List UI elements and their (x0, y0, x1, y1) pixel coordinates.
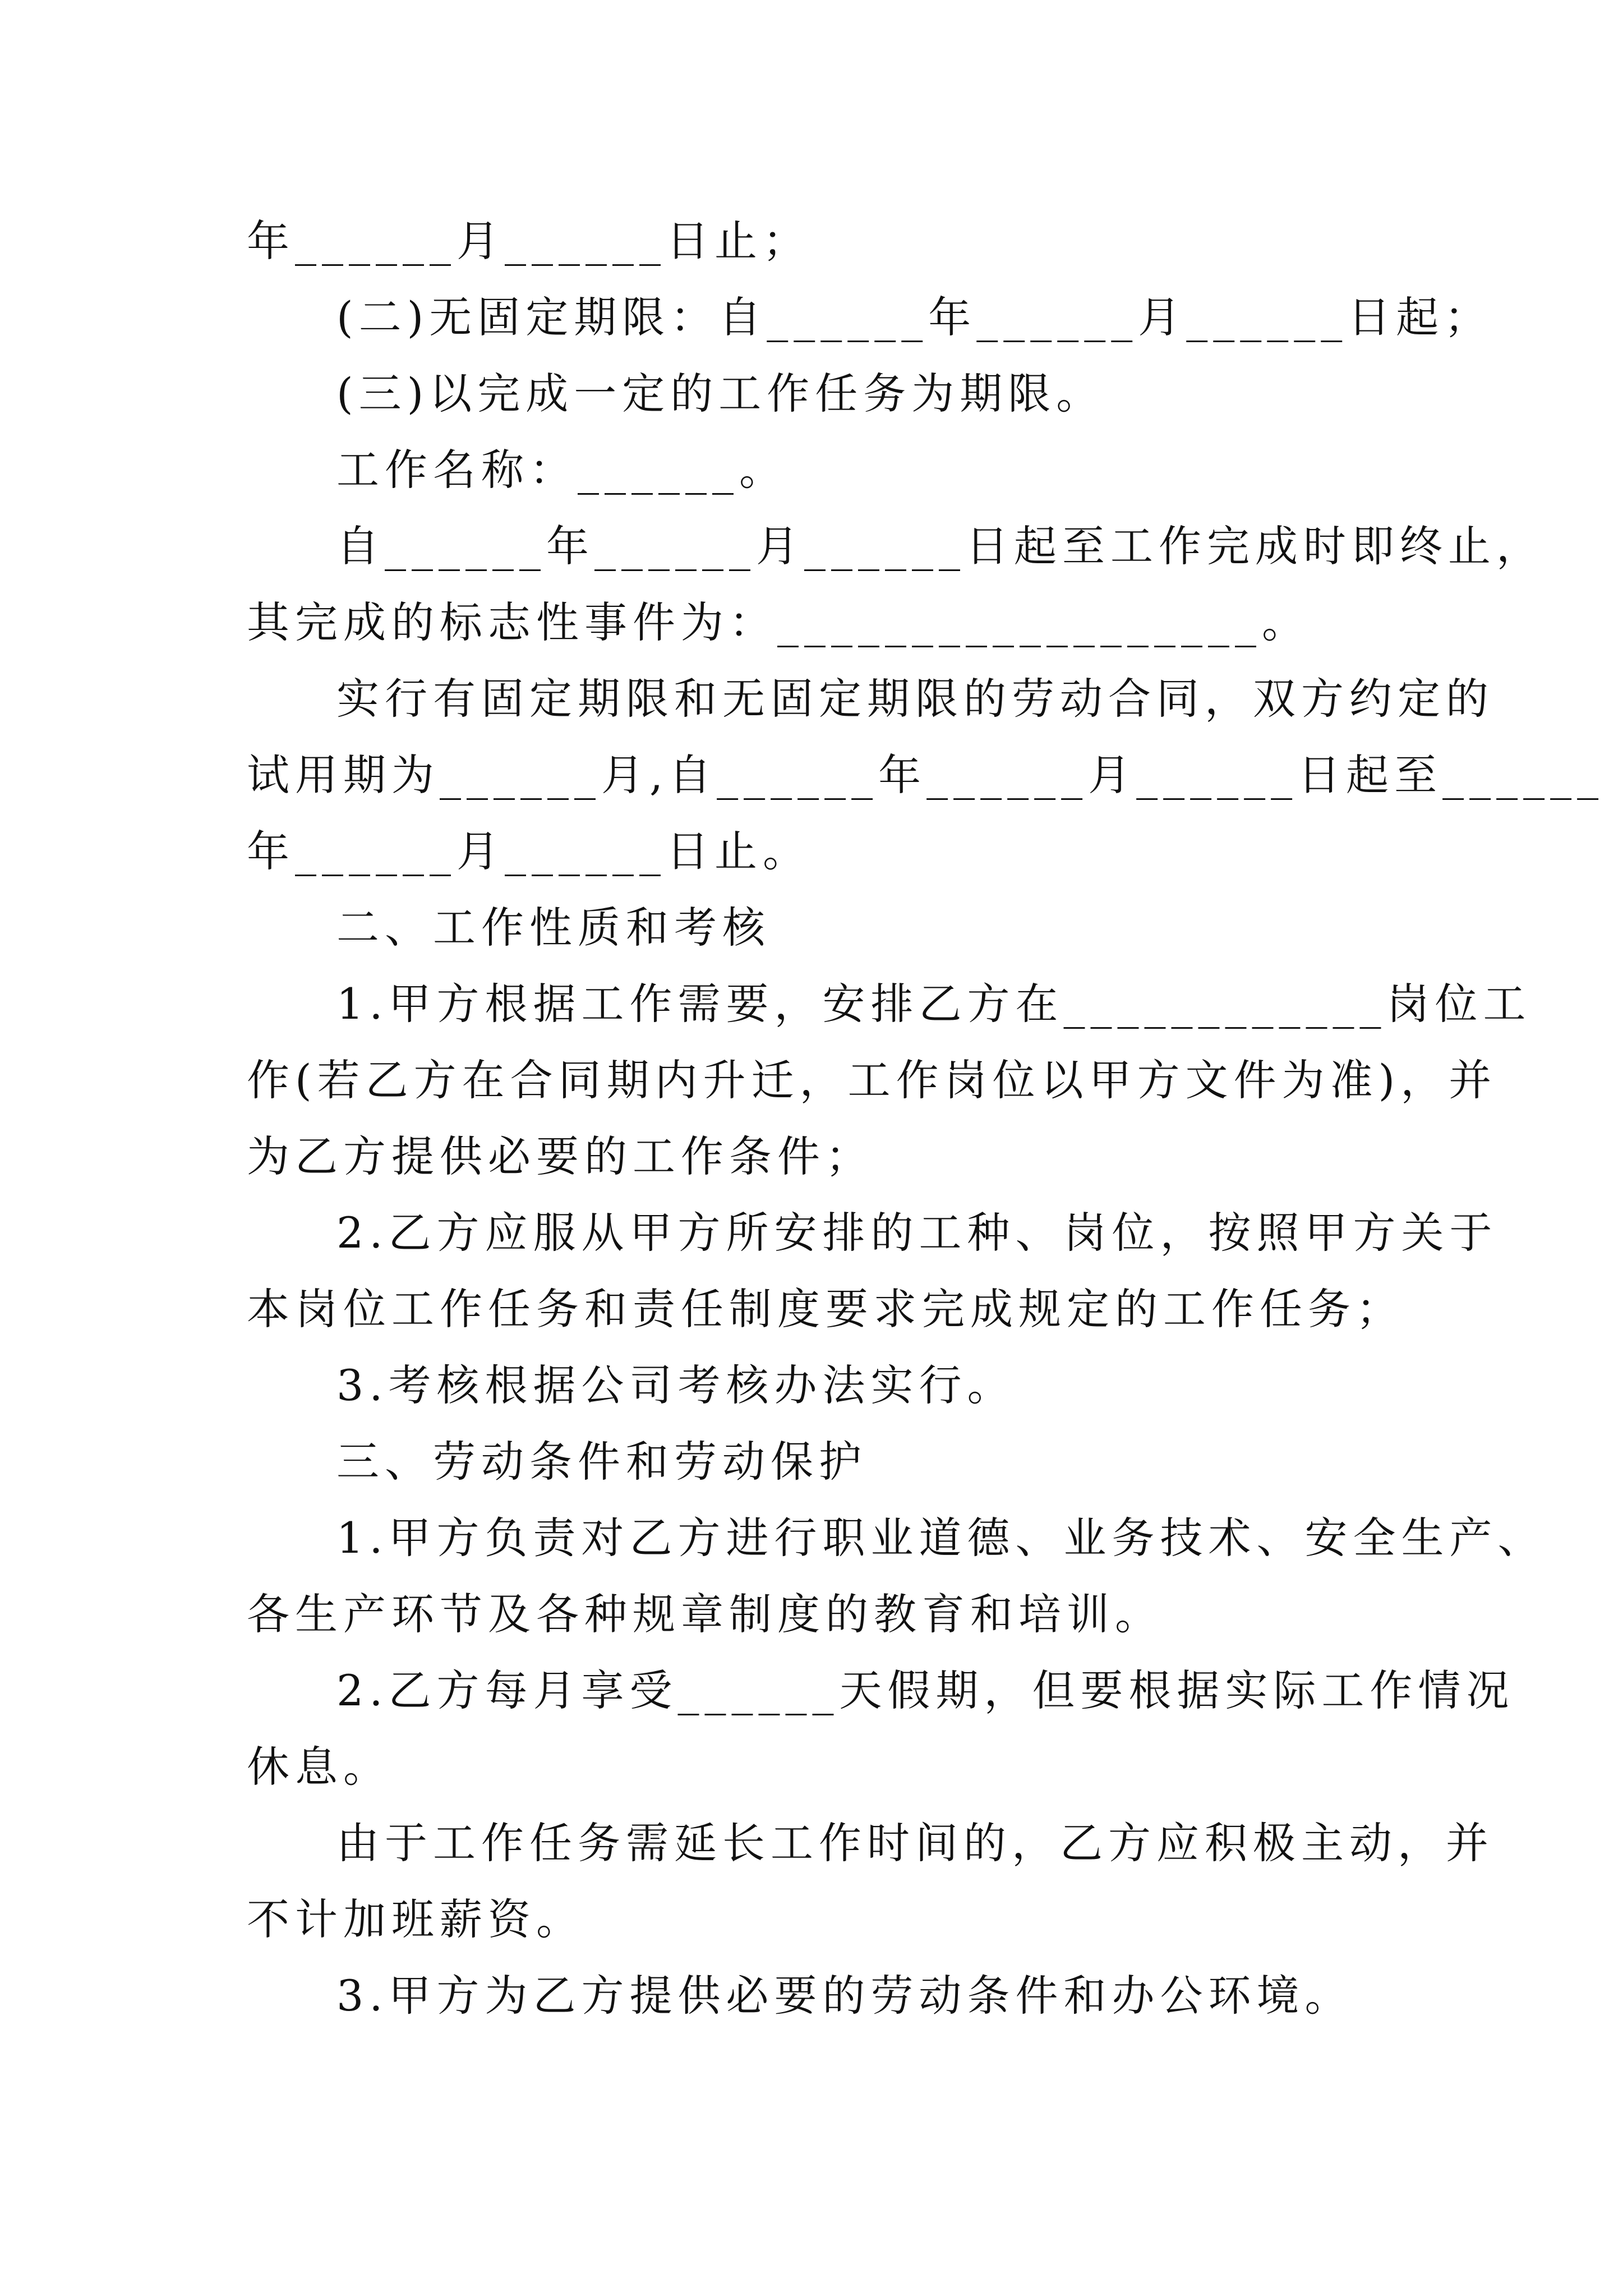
text-line: 其完成的标志性事件为：__________________。 (247, 597, 1310, 647)
section-heading: 三、劳动条件和劳动保护 (336, 1437, 867, 1487)
text-line: 作(若乙方在合同期内升迁，工作岗位以甲方文件为准)，并 (247, 1055, 1497, 1105)
text-line: 1.甲方负责对乙方进行职业道德、业务技术、安全生产、 (336, 1513, 1546, 1563)
text-line: 年______月______日止。 (247, 826, 811, 876)
text-line: 由于工作任务需延长工作时间的，乙方应积极主动，并 (336, 1818, 1494, 1868)
text-line: 2.乙方应服从甲方所安排的工种、岗位，按照甲方关于 (336, 1208, 1498, 1258)
text-line: 实行有固定期限和无固定期限的劳动合同，双方约定的 (336, 674, 1494, 724)
text-line: (三)以完成一定的工作任务为期限。 (336, 369, 1105, 418)
text-line: 3.甲方为乙方提供必要的劳动条件和办公环境。 (336, 1971, 1353, 2021)
text-line: 本岗位工作任务和责任制度要求完成规定的工作任务； (247, 1284, 1404, 1334)
text-line: 自______年______月______日起至工作完成时即终止， (336, 521, 1544, 571)
text-line: 3.考核根据公司考核办法实行。 (336, 1360, 1016, 1410)
text-line: 不计加班薪资。 (247, 1894, 584, 1944)
text-line: 各生产环节及各种规章制度的教育和培训。 (247, 1589, 1163, 1639)
text-line: 为乙方提供必要的工作条件； (247, 1131, 874, 1181)
text-line: 休息。 (247, 1742, 391, 1792)
text-line: 2.乙方每月享受______天假期，但要根据实际工作情况 (336, 1665, 1515, 1715)
text-line: 工作名称：______。 (336, 445, 787, 495)
text-line: (二)无固定期限：自______年______月______日起； (336, 292, 1493, 342)
text-line: 1.甲方根据工作需要，安排乙方在____________岗位工 (336, 979, 1532, 1029)
section-heading: 二、工作性质和考核 (336, 903, 771, 953)
text-line: 试用期为______月,自______年______月______日起至______ (247, 750, 1604, 800)
text-line: 年______月______日止； (247, 216, 811, 266)
